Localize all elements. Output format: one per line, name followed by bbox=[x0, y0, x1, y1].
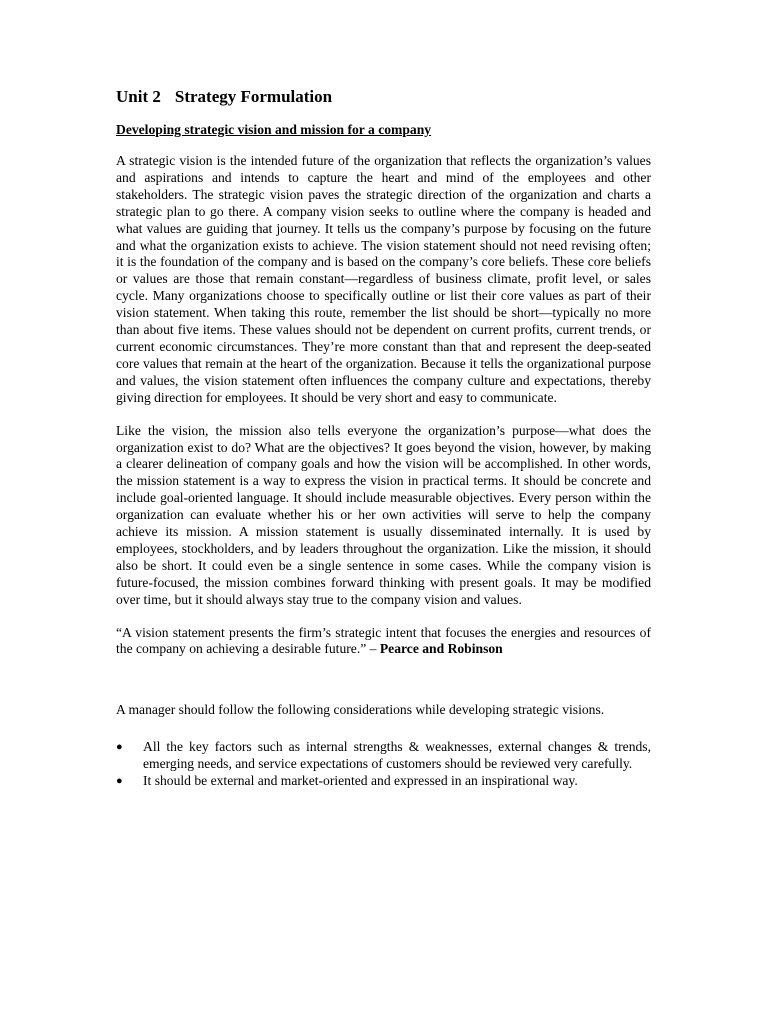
considerations-list bbox=[116, 739, 651, 790]
bullet-icon: ● bbox=[116, 741, 123, 754]
considerations-intro: A manager should follow the following considerations while developing strategic visions. bbox=[116, 702, 605, 718]
mission-paragraph: Like the vision, the mission also tells everyone the organization’s purpose—what does the organization exist to do? What are the objectives? It goes beyond the vision, however, by making a clearer delineation of company goals and how the vision will be accomplished. In other words, the mission statement is a way to express the vision in practical terms. It should be concrete and include goal-oriented language. It should include measurable objectives. Every person within the organization can evaluate whether his or her own activities will serve to help the company achieve its mission. A mission statement is usually disseminated internally. It is used by employees, stockholders, and by leaders throughout the organization. Like the mission, it should also be short. It could even be a single sentence in some cases. While the company vision is future-focused, the mission combines forward thinking with present goals. It may be modified over time, but it should always stay true to the company vision and values. bbox=[116, 422, 651, 607]
list-item bbox=[116, 739, 651, 773]
section-heading: Developing strategic vision and mission for a company bbox=[116, 122, 432, 137]
list-item-text: All the key factors such as internal strengths & weaknesses, external changes & trends, emerging needs, and service expectations of customers should be reviewed very carefully. bbox=[143, 739, 651, 772]
quote-block bbox=[116, 625, 651, 659]
unit-name: Strategy Formulation bbox=[174, 87, 333, 106]
list-item bbox=[116, 773, 651, 790]
unit-label: Unit 2 bbox=[116, 87, 161, 106]
vision-paragraph: A strategic vision is the intended future of the organization that reflects the organization’s values and aspirations and intends to capture the heart and mind of the employees and other stakeholders. The strategic vision paves the strategic direction of the organization and charts a strategic plan to go there. A company vision seeks to outline where the company is headed and what values are guiding that journey. It tells us the company’s purpose by focusing on the future and what the organization exists to achieve. The vision statement should not need revising often; it is the foundation of the company and is based on the company’s core beliefs. These core beliefs or values are those that remain constant—regardless of business climate, profit level, or sales cycle. Many organizations choose to specifically outline or list their core values as part of their vision statement. When taking this route, remember the list should be short—typically no more than about five items. These values should not be dependent on current profits, current trends, or current economic circumstances. They’re more constant than that and represent the deep-seated core values that remain at the heart of the organization. Because it tells the organizational purpose and values, the vision statement often influences the company culture and expectations, thereby giving direction for employees. It should be very short and easy to communicate. bbox=[116, 153, 651, 405]
unit-title bbox=[116, 86, 651, 108]
bullet-icon: ● bbox=[116, 775, 123, 788]
document-page bbox=[116, 86, 651, 790]
quote-text: “A vision statement presents the firm’s strategic intent that focuses the energies and resources of the company on achieving a desirable future.” – bbox=[116, 624, 651, 657]
quote-author: Pearce and Robinson bbox=[379, 641, 503, 657]
list-item-text: It should be external and market-oriented and expressed in an inspirational way. bbox=[143, 773, 578, 789]
